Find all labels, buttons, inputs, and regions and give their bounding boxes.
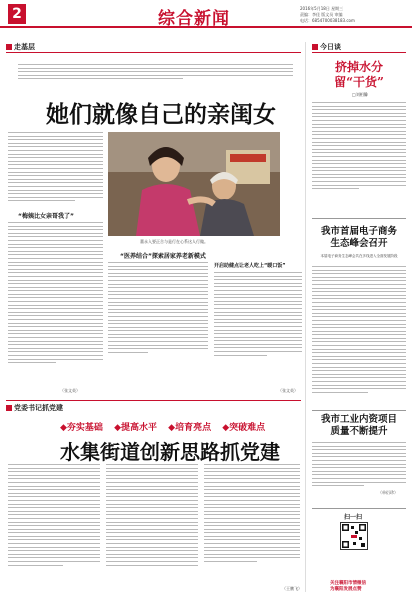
body-text-col1 [8,132,103,204]
news1-title-line1: 我市首届电子商务 [320,226,397,237]
news1-title [312,226,406,250]
news2-title-line2: 质量不断提升 [330,426,388,437]
page-header [0,0,412,28]
qr-caption-line1: 关注襄阳市情微信 [330,581,366,586]
keyword-1: ◆夯实基础 [60,423,103,433]
author-left: （张文英） [60,388,80,393]
column-divider [305,42,306,592]
keyword-2: ◆提高水平 [114,423,158,433]
author-middle: （张文英） [278,388,298,393]
body-text-col2 [108,262,208,355]
news-photo [108,132,280,236]
commentary-byline: □刘相馨 [352,92,368,97]
issue-meta [300,6,408,24]
keywords [60,420,265,433]
news2-body [312,442,406,489]
square-icon [312,44,318,50]
keyword-3: ◆培育亮点 [168,423,212,433]
rule [312,52,406,53]
rule [312,218,406,219]
section-title: 综合新闻 [158,9,230,29]
commentary-body [312,102,406,192]
qr-label: 扫一扫 [344,514,363,521]
qr-icon [341,523,367,549]
news2-tag: （单衍珍） [378,490,398,495]
column-tag-left: 走基层 [6,42,35,52]
commentary-title-line2: 留“干货” [334,75,384,89]
qr-caption [330,580,366,592]
pull-quote: “梅姨比女亲哥我了” [18,213,74,220]
body-text-col1b [8,222,103,366]
news2-title-line1: 我市工业内资项目 [320,414,397,425]
news1-lead: 本届电子商务生态峰会共在多线进入全面发展阶段 [320,254,398,258]
news1-body [312,266,406,395]
bottom-col2 [106,464,198,568]
photo-illustration [108,132,280,236]
square-icon [6,44,12,50]
author-bottom: （王鹏飞） [282,586,302,591]
qr-code[interactable] [340,522,368,550]
bottom-headline: 水集街道创新思路抓党建 [60,440,280,464]
news2-title [312,414,406,438]
column-tag-right: 今日谈 [312,42,341,52]
bottom-col1 [8,464,100,568]
page-number: 2 [8,4,26,24]
qr-caption-line2: 为襄阳发展点赞 [330,587,362,592]
subhead-middle: 开启助健点让老人吃上“暖口饭” [214,263,286,269]
photo-caption: 董永入要正合与是行在心系这人行做。 [140,239,208,244]
square-icon [6,405,12,411]
rule [312,410,406,411]
subhead-left: “医养结合”探索居家养老新模式 [120,253,206,260]
issue-contact: 电话：6854700038183.com [300,18,355,23]
rule [6,52,301,53]
rule [312,508,406,509]
rule [6,400,301,401]
keyword-4: ◆突破难点 [222,423,266,433]
commentary-title [312,60,406,90]
issue-editors: 责编：李佳 版文员 审编 [300,12,343,17]
body-text-col3 [214,272,302,358]
headline: 她们就像自己的亲闺女 [46,101,276,128]
column-tag-bottom: 党委书记抓党建 [6,403,63,413]
news1-title-line2: 生态峰会召开 [330,238,388,249]
bottom-col3 [204,464,300,565]
issue-date: 2016年5月18日 星期三 [300,6,344,11]
commentary-title-line1: 挤掉水分 [334,60,383,74]
intro-paragraph [18,64,293,82]
